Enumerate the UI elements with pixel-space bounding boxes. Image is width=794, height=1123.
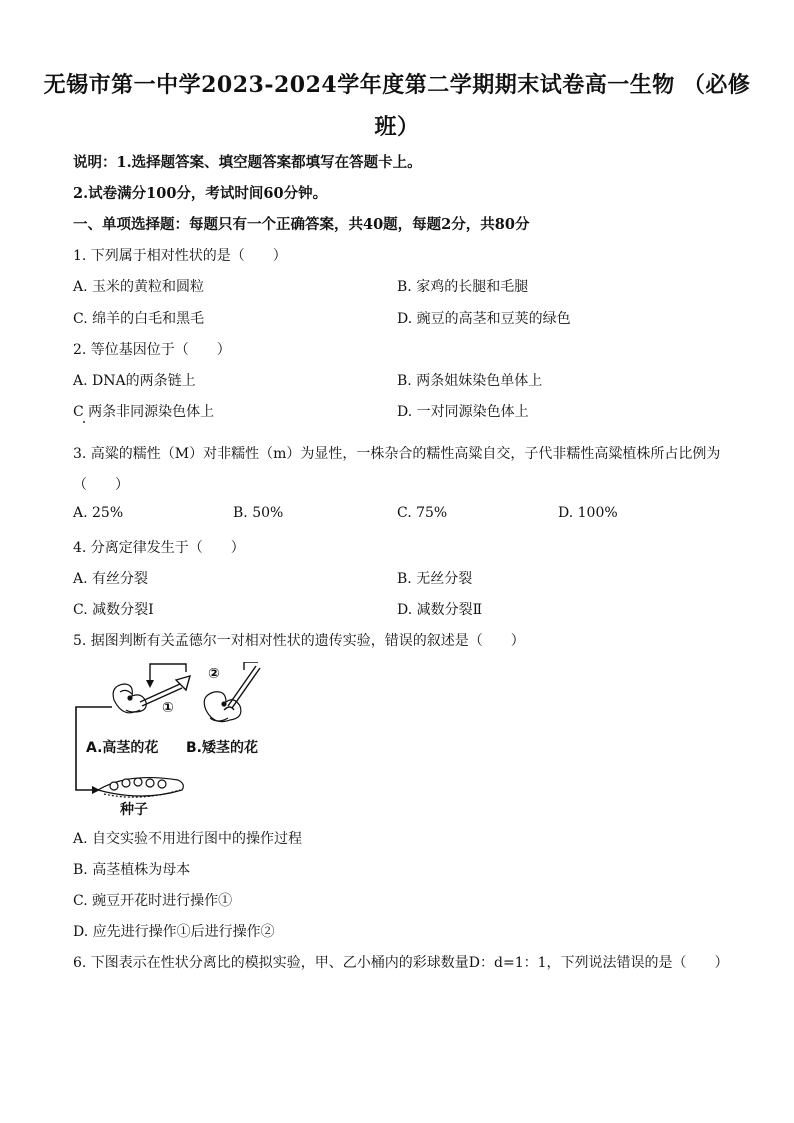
q3-option-d: D. 100% bbox=[558, 505, 618, 521]
mark-operation-1: ① bbox=[162, 700, 174, 716]
mark-operation-2: ② bbox=[208, 666, 220, 682]
question-3-stem: 3. 高粱的糯性（M）对非糯性（m）为显性，一株杂合的糯性高粱自交，子代非糯性高粱植株所占比例为 bbox=[73, 446, 721, 462]
instruction-line-2: 2.试卷满分100分，考试时间60分钟。 bbox=[73, 185, 328, 202]
pea-pod-icon bbox=[98, 778, 183, 798]
question-5-stem: 5. 据图判断有关孟德尔一对相对性状的遗传实验，错误的叙述是（ ） bbox=[73, 633, 525, 649]
exam-title-line1: 无锡市第一中学2023-2024学年度第二学期期末试卷高一生物 （必修 bbox=[43, 72, 751, 98]
q4-option-d: D. 减数分裂Ⅱ bbox=[397, 602, 483, 618]
q3-option-a: A. 25% bbox=[73, 505, 124, 521]
question-3-stem-continued: （ ） bbox=[73, 477, 129, 493]
q4-option-a: A. 有丝分裂 bbox=[73, 571, 149, 587]
question-1-stem: 1. 下列属于相对性状的是（ ） bbox=[73, 248, 287, 264]
operation-arrowhead-icon bbox=[146, 680, 154, 688]
q1-option-a: A. 玉米的黄粒和圆粒 bbox=[73, 279, 205, 295]
q3-option-c: C. 75% bbox=[397, 505, 448, 521]
stray-dot bbox=[83, 421, 85, 423]
q4-option-b: B. 无丝分裂 bbox=[397, 571, 473, 587]
question-6-stem: 6. 下图表示在性状分离比的模拟实验，甲、乙小桶内的彩球数量D：d=1：1，下列说法错误的是（ ） bbox=[73, 955, 729, 971]
q5-option-c: C. 豌豆开花时进行操作① bbox=[73, 893, 233, 909]
q2-option-a: A. DNA的两条链上 bbox=[73, 373, 196, 389]
q2-option-c: C 两条非同源染色体上 bbox=[73, 404, 215, 420]
q1-option-d: D. 豌豆的高茎和豆荚的绿色 bbox=[397, 311, 571, 327]
instruction-line-1: 说明：1.选择题答案、填空题答案都填写在答题卡上。 bbox=[73, 154, 422, 171]
q3-option-b: B. 50% bbox=[233, 505, 284, 521]
label-short-flower: B.矮茎的花 bbox=[186, 740, 258, 756]
exam-title-line2: 班） bbox=[374, 114, 420, 140]
q5-option-b: B. 高茎植株为母本 bbox=[73, 862, 191, 878]
brush-icon bbox=[224, 666, 260, 710]
section-heading: 一、单项选择题：每题只有一个正确答案，共40题，每题2分，共80分 bbox=[73, 216, 530, 233]
q5-option-a: A. 自交实验不用进行图中的操作过程 bbox=[73, 831, 303, 847]
q4-option-c: C. 减数分裂Ⅰ bbox=[73, 602, 154, 618]
question-4-stem: 4. 分离定律发生于（ ） bbox=[73, 540, 245, 556]
operation-arrow-line bbox=[150, 664, 186, 680]
tall-flower-icon bbox=[113, 684, 146, 713]
pea-cross-diagram bbox=[68, 662, 288, 822]
question-2-stem: 2. 等位基因位于（ ） bbox=[73, 342, 231, 358]
q1-option-b: B. 家鸡的长腿和毛腿 bbox=[397, 279, 529, 295]
q1-option-c: C. 绵羊的白毛和黑毛 bbox=[73, 311, 205, 327]
q2-option-b: B. 两条姐妹染色单体上 bbox=[397, 373, 543, 389]
q2-option-d: D. 一对同源染色体上 bbox=[397, 404, 529, 420]
label-tall-flower: A.高茎的花 bbox=[86, 740, 159, 756]
label-seed: 种子 bbox=[120, 802, 148, 818]
q5-option-d: D. 应先进行操作①后进行操作② bbox=[73, 924, 275, 940]
